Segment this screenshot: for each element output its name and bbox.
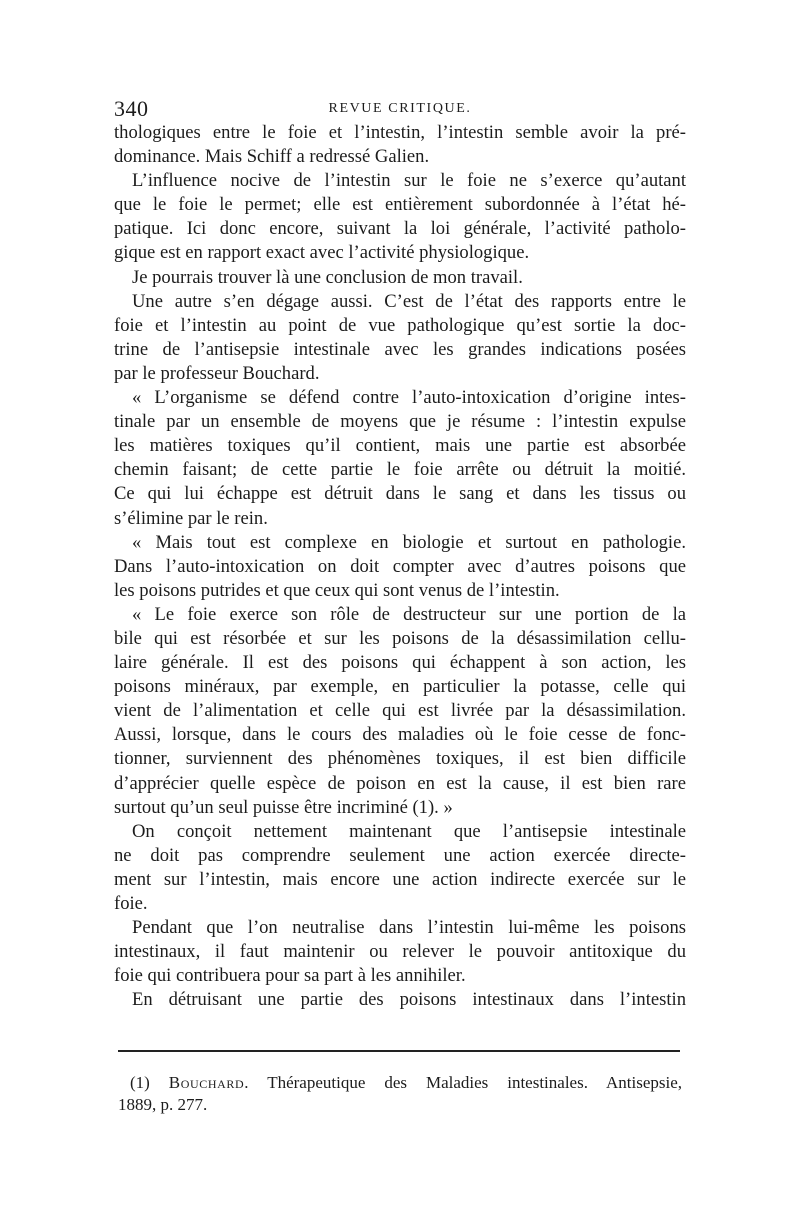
footnote-author: Bouchard: [168, 1073, 245, 1092]
text-line: les poisons putrides et que ceux qui sont venus de l’intestin.: [114, 579, 560, 601]
text-line: L’influence nocive de l’intestin sur le foie ne s’exerce qu’autant: [132, 170, 686, 192]
text-line: « L’organisme se défend contre l’auto-intoxication d’origine intes-: [132, 387, 686, 409]
text-line: Dans l’auto-intoxication on doit compter avec d’autres poisons que: [114, 555, 686, 577]
page-number: 340: [114, 96, 149, 121]
text-line: tionner, surviennent des phénomènes toxiques, il est bien difficile: [114, 748, 686, 770]
text-line: surtout qu’un seul puisse être incriminé (1). »: [114, 796, 453, 818]
text-line: tinale par un ensemble de moyens que je résume : l’intestin expulse: [114, 411, 686, 433]
text-line: les matières toxiques qu’il contient, mais une partie est absorbée: [114, 435, 686, 457]
text-line: thologiques entre le foie et l’intestin, l’intestin semble avoir la pré-: [114, 122, 686, 143]
text-line: laire générale. Il est des poisons qui échappent à son action, les: [114, 652, 686, 674]
body-text: [114, 121, 686, 1012]
text-line: On conçoit nettement maintenant que l’antisepsie intestinale: [132, 820, 686, 842]
text-line: Je pourrais trouver là une conclusion de mon travail.: [132, 266, 523, 288]
footnote-line: [118, 1072, 682, 1094]
footnote-separator: [118, 1050, 680, 1052]
text-line: gique est en rapport exact avec l’activité physiologique.: [114, 242, 530, 264]
text-line: Aussi, lorsque, dans le cours des maladies où le foie cesse de fonc-: [114, 724, 686, 746]
text-line: Pendant que l’on neutralise dans l’intestin lui-même les poisons: [132, 917, 686, 939]
footnote: [118, 1072, 682, 1116]
text-line: foie.: [114, 893, 148, 914]
page-header: [114, 96, 686, 122]
text-line: foie et l’intestin au point de vue pathologique qu’est sortie la doc-: [114, 314, 686, 336]
text-line: ment sur l’intestin, mais encore une action indirecte exercée sur le: [114, 868, 686, 890]
text-line: Ce qui lui échappe est détruit dans le sang et dans les tissus ou: [114, 483, 686, 505]
text-line: ne doit pas comprendre seulement une action exercée directe-: [114, 844, 686, 866]
running-title: REVUE CRITIQUE.: [328, 101, 472, 116]
footnote-marker: (1): [130, 1073, 150, 1092]
text-line: par le professeur Bouchard.: [114, 362, 320, 384]
text-line: Une autre s’en dégage aussi. C’est de l’état des rapports entre le: [132, 290, 686, 312]
text-line: dominance. Mais Schiff a redressé Galien.: [114, 146, 430, 168]
text-line: que le foie le permet; elle est entièrement subordonnée à l’état hé-: [114, 194, 686, 216]
text-line: vient de l’alimentation et celle qui est livrée par la désassimilation.: [114, 700, 686, 722]
text-line: chemin faisant; de cette partie le foie arrête ou détruit la moitié.: [114, 459, 686, 481]
text-line: intestinaux, il faut maintenir ou relever le pouvoir antitoxique du: [114, 941, 686, 963]
text-line: foie qui contribuera pour sa part à les annihiler.: [114, 965, 466, 987]
text-line: poisons minéraux, par exemple, en particulier la potasse, celle qui: [114, 676, 686, 698]
footnote-citation: . Thérapeutique des Maladies intestinales. Antisepsie,: [244, 1073, 683, 1092]
text-line: « Mais tout est complexe en biologie et surtout en pathologie.: [132, 531, 686, 553]
text-line: En détruisant une partie des poisons intestinaux dans l’intestin: [132, 989, 686, 1011]
text-line: bile qui est résorbée et sur les poisons de la désassimilation cellu-: [114, 627, 686, 649]
text-line: « Le foie exerce son rôle de destructeur sur une portion de la: [132, 603, 686, 625]
text-line: d’apprécier quelle espèce de poison en est la cause, il est bien rare: [114, 772, 686, 794]
text-line: s’élimine par le rein.: [114, 507, 268, 529]
footnote-line: 1889, p. 277.: [118, 1095, 208, 1114]
text-line: trine de l’antisepsie intestinale avec les grandes indications posées: [114, 338, 686, 360]
text-line: patique. Ici donc encore, suivant la loi générale, l’activité patholo-: [114, 218, 686, 240]
